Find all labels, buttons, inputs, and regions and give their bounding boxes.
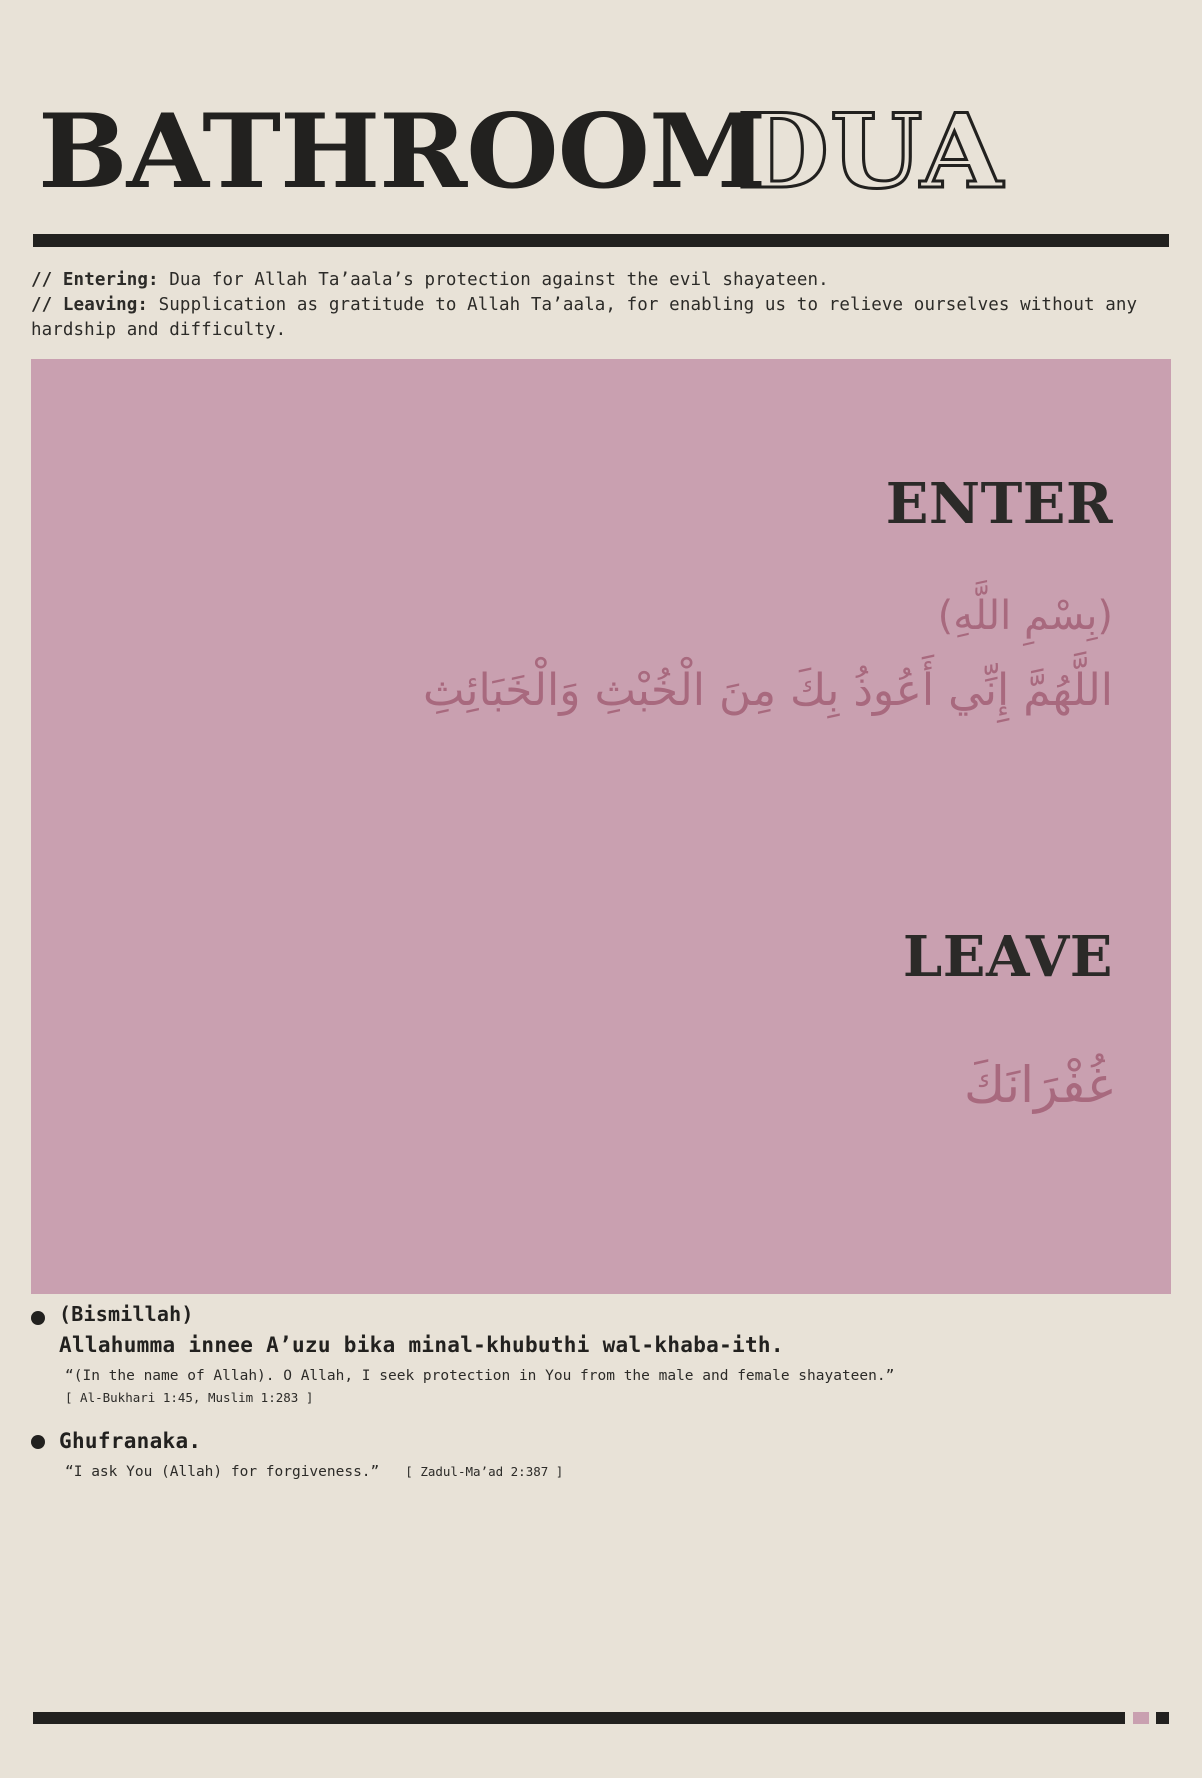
transliteration-section [31, 1300, 1171, 1483]
title-divider [33, 234, 1169, 247]
intro-notes [31, 268, 1171, 343]
bullet-dot-icon [31, 1435, 45, 1449]
leave-arabic-text: غُفْرَانَكَ [964, 1056, 1113, 1114]
note-entering-label: Entering: [62, 270, 159, 290]
title-solid-word: BATHROOM [38, 92, 766, 213]
leave-meaning-row [59, 1461, 1171, 1483]
note-leaving-marker: // [31, 295, 53, 315]
note-entering [31, 268, 1171, 293]
note-leaving-label: Leaving: [62, 295, 149, 315]
footer-accent-square-pink [1133, 1712, 1149, 1724]
enter-transliteration-prefix: (Bismillah) [59, 1302, 194, 1326]
enter-meaning: “(In the name of Allah). O Allah, I seek protection in You from the male and female shayateen.” [65, 1368, 895, 1384]
leave-heading: LEAVE [902, 924, 1113, 990]
enter-transliteration-block [59, 1300, 1171, 1408]
leave-reference: [ Zadul-Ma’ad 2:387 ] [405, 1464, 564, 1479]
enter-arabic-text: اللَّهُمَّ إِنِّي أَعُوذُ بِكَ مِنَ الْخُبْثِ وَالْخَبَائِثِ [423, 665, 1113, 716]
leave-meaning: “I ask You (Allah) for forgiveness.” [65, 1464, 380, 1480]
note-entering-marker: // [31, 270, 53, 290]
enter-reference: [ Al-Bukhari 1:45, Muslim 1:283 ] [65, 1390, 314, 1405]
bullet-dot-icon [31, 1311, 45, 1325]
note-leaving [31, 293, 1171, 343]
enter-arabic-bismillah: (بِسْمِ اللَّهِ) [937, 593, 1113, 639]
leave-transliteration: Ghufranaka. [59, 1429, 202, 1453]
page-title [38, 92, 1166, 213]
list-item-enter [31, 1300, 1171, 1408]
enter-heading: ENTER [885, 471, 1113, 537]
title-outline-word: DUA [737, 92, 1005, 213]
footer-accent-square-dark [1156, 1712, 1169, 1724]
leave-transliteration-block [59, 1424, 1171, 1483]
footer-divider [33, 1712, 1125, 1724]
enter-transliteration: Allahumma innee A’uzu bika minal-khubuthi wal-khaba-ith. [59, 1333, 784, 1357]
dua-panel [31, 359, 1171, 1294]
list-item-leave [31, 1424, 1171, 1483]
note-leaving-text: Supplication as gratitude to Allah Ta’aala, for enabling us to relieve ourselves without any hardship and difficulty. [31, 295, 1138, 340]
dua-panel-content [113, 359, 1113, 1294]
note-entering-text: Dua for Allah Ta’aala’s protection against the evil shayateen. [169, 270, 829, 290]
